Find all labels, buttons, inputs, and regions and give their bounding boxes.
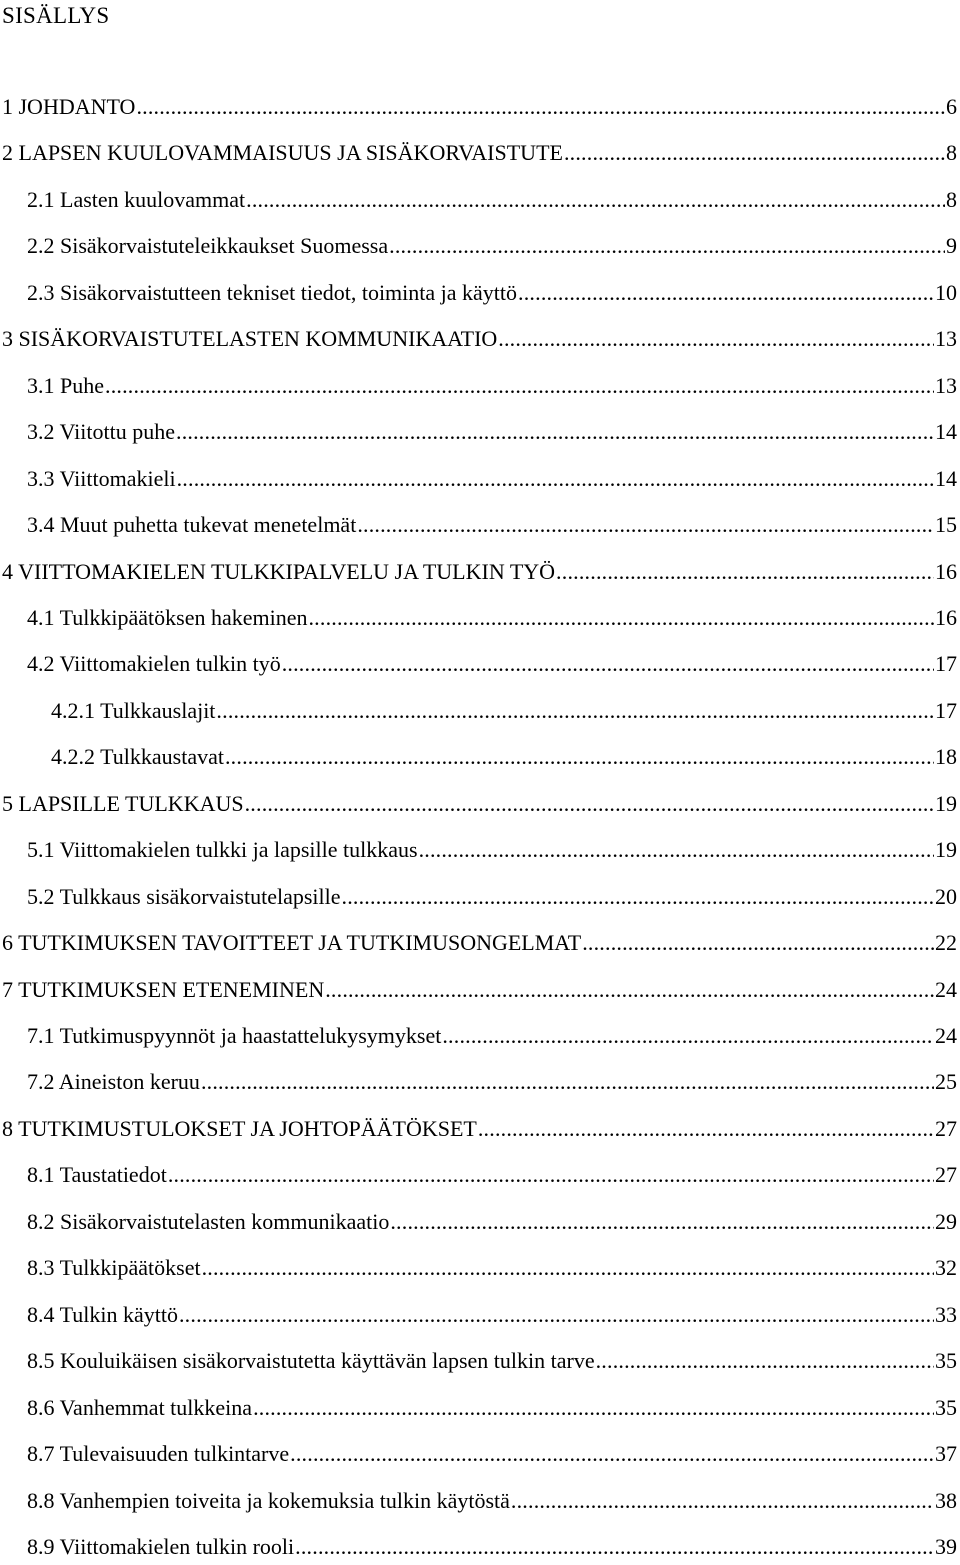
toc-page-number: 37 <box>935 1441 957 1467</box>
toc-dot-leader <box>245 789 934 819</box>
toc-entry-title: 4 VIITTOMAKIELEN TULKKIPALVELU JA TULKIN TYÖ <box>2 558 556 584</box>
toc-entry[interactable] <box>0 1253 957 1283</box>
toc-dot-leader <box>201 1067 934 1097</box>
toc-page-number: 22 <box>935 930 957 956</box>
toc-entry[interactable] <box>0 557 957 587</box>
toc-entry-title: 8 TUTKIMUSTULOKSET JA JOHTOPÄÄTÖKSET <box>2 1115 477 1141</box>
toc-dot-leader <box>202 1253 934 1283</box>
toc-entry[interactable] <box>0 1300 957 1330</box>
toc-entry[interactable] <box>0 742 957 772</box>
toc-page-number: 18 <box>935 744 957 770</box>
toc-entry-title: 7 TUTKIMUKSEN ETENEMINEN <box>2 976 325 1002</box>
toc-entry[interactable] <box>0 882 957 912</box>
toc-page-number: 17 <box>935 697 957 723</box>
toc-entry-title: 4.1 Tulkkipäätöksen hakeminen <box>27 604 308 630</box>
toc-page-number: 15 <box>935 512 957 538</box>
toc-entry[interactable] <box>0 975 957 1005</box>
toc-entry-title: 3.4 Muut puhetta tukevat menetelmät <box>27 512 357 538</box>
toc-entry-title: 8.8 Vanhempien toiveita ja kokemuksia tulkin käytöstä <box>27 1487 510 1513</box>
toc-dot-leader <box>325 975 934 1005</box>
toc-dot-leader <box>478 1114 934 1144</box>
toc-dot-leader <box>419 835 934 865</box>
toc-entry-title: 6 TUTKIMUKSEN TAVOITTEET JA TUTKIMUSONGELMAT <box>2 930 582 956</box>
toc-dot-leader <box>246 185 945 215</box>
toc-dot-leader <box>253 1393 934 1423</box>
toc-dot-leader <box>342 882 935 912</box>
toc-page-number: 6 <box>946 94 957 119</box>
toc-dot-leader <box>282 649 934 679</box>
toc-dot-leader <box>216 696 934 726</box>
toc-dot-leader <box>179 1300 934 1330</box>
toc-dot-leader <box>389 231 945 261</box>
toc-entry-title: 8.5 Kouluikäisen sisäkorvaistutetta käyttävän lapsen tulkin tarve <box>27 1348 595 1374</box>
toc-dot-leader <box>556 557 934 587</box>
toc-page-number: 29 <box>935 1208 957 1234</box>
toc-dot-leader <box>176 417 934 447</box>
toc-dot-leader <box>442 1021 934 1051</box>
toc-entry-title: 8.6 Vanhemmat tulkkeina <box>27 1394 253 1420</box>
toc-dot-leader <box>290 1439 934 1469</box>
toc-dot-leader <box>225 742 934 772</box>
toc-page-number: 25 <box>935 1069 957 1095</box>
toc-dot-leader <box>498 324 934 354</box>
toc-dot-leader <box>596 1346 934 1376</box>
toc-entry[interactable] <box>0 1114 957 1144</box>
toc-entry-title: 7.2 Aineiston keruu <box>27 1069 200 1095</box>
toc-entry[interactable] <box>0 649 957 679</box>
toc-page-number: 32 <box>935 1255 957 1281</box>
toc-entry[interactable] <box>0 1067 957 1097</box>
toc-page-number: 14 <box>935 419 957 445</box>
toc-dot-leader <box>511 1486 934 1516</box>
toc-entry[interactable] <box>0 603 957 633</box>
toc-entry[interactable] <box>0 510 957 540</box>
toc-page-number: 24 <box>935 1023 957 1048</box>
toc-entry-title: 4.2.1 Tulkkauslajit <box>51 697 216 723</box>
toc-entry[interactable] <box>0 1393 957 1423</box>
toc-page-number: 33 <box>935 1301 957 1327</box>
toc-page-number: 35 <box>935 1394 957 1420</box>
toc-page-number: 19 <box>935 790 957 816</box>
toc-entry[interactable] <box>0 1439 957 1469</box>
toc-dot-leader <box>168 1160 934 1190</box>
toc-entry[interactable] <box>0 138 957 168</box>
toc-entry-title: 2.1 Lasten kuulovammat <box>27 186 246 212</box>
toc-page-number: 20 <box>935 883 957 909</box>
toc-entry-title: 8.4 Tulkin käyttö <box>27 1301 178 1327</box>
toc-entry-title: 2 LAPSEN KUULOVAMMAISUUS JA SISÄKORVAISTUTE <box>2 140 563 166</box>
toc-entry-title: 8.9 Viittomakielen tulkin rooli <box>27 1533 295 1559</box>
toc-entry[interactable] <box>0 324 957 354</box>
toc-dot-leader <box>177 464 934 494</box>
toc-page-number: 16 <box>935 558 957 584</box>
toc-entry[interactable] <box>0 789 957 819</box>
toc-dot-leader <box>582 928 934 958</box>
toc-entry[interactable] <box>0 1207 957 1237</box>
toc-page-number: 19 <box>935 837 957 863</box>
toc-entry[interactable] <box>0 696 957 726</box>
toc-entry[interactable] <box>0 1160 957 1190</box>
toc-entry-title: 7.1 Tutkimuspyynnöt ja haastattelukysymykset <box>27 1023 442 1048</box>
toc-entry[interactable] <box>0 464 957 494</box>
toc-page-number: 8 <box>946 186 957 212</box>
toc-entry[interactable] <box>0 1486 957 1516</box>
toc-dot-leader <box>357 510 934 540</box>
toc-page-number: 38 <box>935 1487 957 1513</box>
toc-entry-title: 5.1 Viittomakielen tulkki ja lapsille tulkkaus <box>27 837 418 863</box>
toc-page-number: 24 <box>935 976 957 1002</box>
toc-page-number: 16 <box>935 604 957 630</box>
toc-page-number: 27 <box>935 1115 957 1141</box>
toc-entry[interactable] <box>0 417 957 447</box>
toc-page-number: 13 <box>935 326 957 352</box>
toc-entry[interactable] <box>0 231 957 261</box>
toc-dot-leader <box>390 1207 934 1237</box>
toc-entry-title: 8.3 Tulkkipäätökset <box>27 1255 201 1281</box>
toc-entry-title: 2.2 Sisäkorvaistuteleikkaukset Suomessa <box>27 233 389 259</box>
toc-dot-leader <box>564 138 945 168</box>
toc-entry-title: 4.2.2 Tulkkaustavat <box>51 744 224 770</box>
toc-entry-title: 4.2 Viittomakielen tulkin työ <box>27 651 281 677</box>
toc-dot-leader <box>308 603 934 633</box>
toc-entry-title: 3.3 Viittomakieli <box>27 465 176 491</box>
toc-page-number: 27 <box>935 1162 957 1188</box>
toc-page-number: 8 <box>946 140 957 166</box>
toc-entry-title: 8.7 Tulevaisuuden tulkintarve <box>27 1441 290 1467</box>
toc-entry[interactable] <box>0 835 957 865</box>
toc-entry[interactable] <box>0 92 957 122</box>
toc-dot-leader <box>105 371 934 401</box>
toc-page-number: 39 <box>935 1533 957 1559</box>
toc-dot-leader <box>295 1532 934 1562</box>
toc-entry-title: 8.1 Taustatiedot <box>27 1162 167 1188</box>
toc-dot-leader <box>518 278 934 308</box>
page-title: SISÄLLYS <box>2 3 110 28</box>
toc-entry-title: 8.2 Sisäkorvaistutelasten kommunikaatio <box>27 1208 390 1234</box>
toc-entry[interactable] <box>0 1021 957 1051</box>
toc-entry-title: 3.2 Viitottu puhe <box>27 419 175 445</box>
toc-dot-leader <box>136 92 945 122</box>
toc-entry-title: 5.2 Tulkkaus sisäkorvaistutelapsille <box>27 883 341 909</box>
toc-entry[interactable] <box>0 371 957 401</box>
toc-entry-title: 3 SISÄKORVAISTUTELASTEN KOMMUNIKAATIO <box>2 326 498 352</box>
toc-page-number: 10 <box>935 279 957 305</box>
toc-entry-title: 2.3 Sisäkorvaistutteen tekniset tiedot, toiminta ja käyttö <box>27 279 518 305</box>
toc-page-number: 14 <box>935 465 957 491</box>
toc-entry-title: 1 JOHDANTO <box>2 94 136 119</box>
toc-entry-title: 3.1 Puhe <box>27 372 104 398</box>
toc-page-number: 35 <box>935 1348 957 1374</box>
toc-entry[interactable] <box>0 928 957 958</box>
toc-entry[interactable] <box>0 185 957 215</box>
toc-entry-title: 5 LAPSILLE TULKKAUS <box>2 790 244 816</box>
toc-entry[interactable] <box>0 1346 957 1376</box>
toc-page-number: 17 <box>935 651 957 677</box>
toc-entry[interactable] <box>0 278 957 308</box>
toc-page-number: 9 <box>946 233 957 259</box>
toc-page-number: 13 <box>935 372 957 398</box>
toc-entry[interactable] <box>0 1532 957 1562</box>
